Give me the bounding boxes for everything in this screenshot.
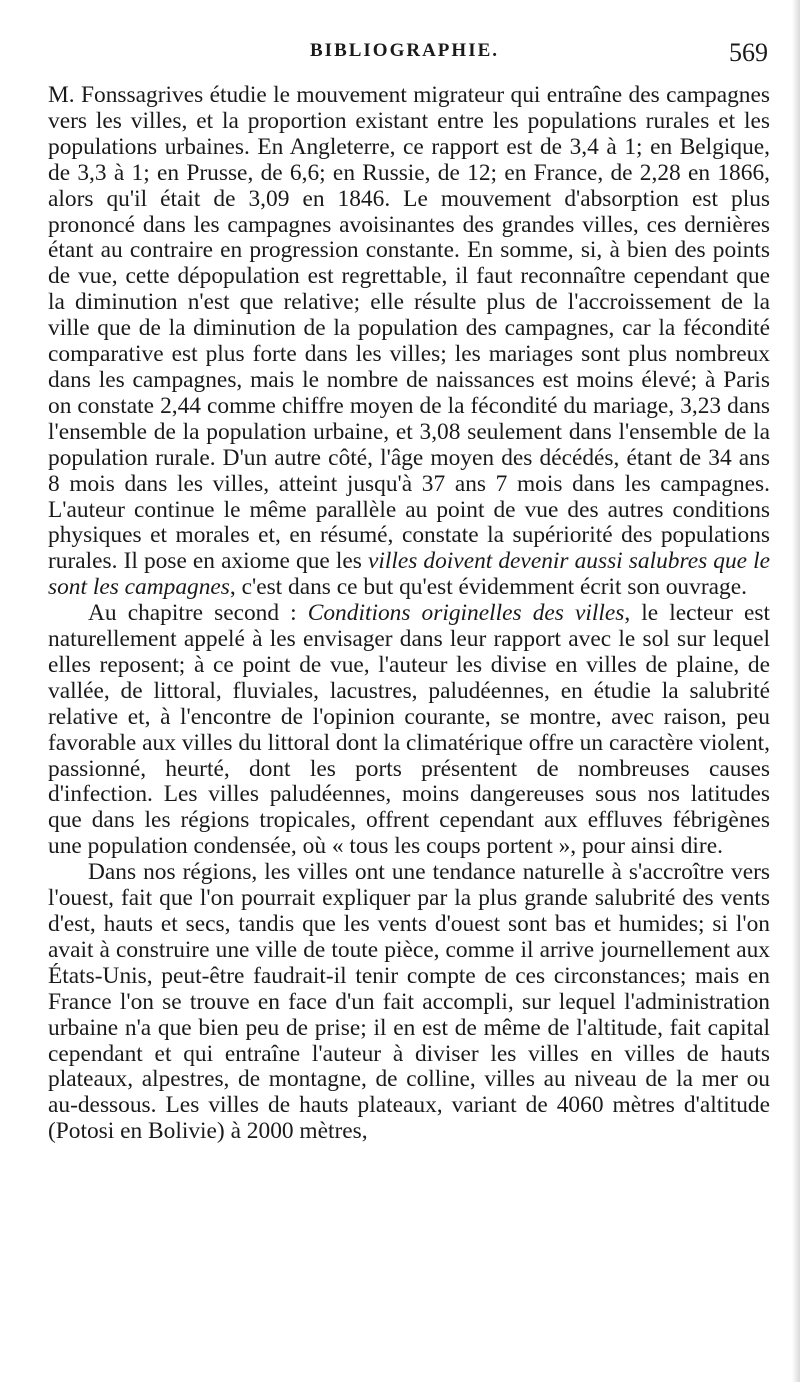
body-text (48, 83, 770, 1145)
running-head: BIBLIOGRAPHIE. (310, 40, 500, 61)
page-header (48, 38, 770, 78)
paragraph-2-tail: , le lecteur est naturellement appelé à les envisager dans leur rapport avec le sol sur lequel elles reposent; à ce point de vue, l'auteur les divise en villes de plaine, de vallée, de littoral, fluviales, lacustres, paludéennes, en étudie la salubrité relative et, à l'encontre de l'opinion courante, se montre, avec raison, peu favorable aux villes du littoral dont la climatérique offre un caractère violent, passionné, heurté, dont les ports présentent de nombreuses causes d'infection. Les villes paludéennes, moins dangereuses sous nos latitudes que dans les régions tropicales, offrent cependant aux effluves fébrigènes une population condensée, où « tous les coups portent », pour ainsi dire. (48, 600, 770, 860)
paragraph-1-tail: , c'est dans ce but qu'est évidemment écrit son ouvrage. (229, 574, 747, 601)
paragraph-2-italic: Conditions originelles des villes (307, 600, 625, 627)
paragraph-1-italic: villes doivent devenir aussi salubres que le sont les campagnes (48, 548, 771, 601)
paragraph-2-text: Au chapitre second : (88, 600, 308, 627)
paragraph-1 (48, 83, 770, 601)
paragraph-3: Dans nos régions, les villes ont une tendance naturelle à s'accroître vers l'ouest, fait que l'on pourrait expliquer par la plus grande salubrité des vents d'est, hauts et secs, tandis que les vents d'ouest sont bas et humides; si l'on avait à construire une ville de toute pièce, comme il arrive journellement aux États-Unis, peut-être faudrait-il tenir compte de ces circonstances; mais en France l'on se trouve en face d'un fait accompli, sur lequel l'administration urbaine n'a que bien peu de prise; il en est de même de l'altitude, fait capital cependant et qui entraîne l'auteur à diviser les villes en villes de hauts plateaux, alpestres, de montagne, de colline, villes au niveau de la mer ou au-dessous. Les villes de hauts plateaux, variant de 4060 mètres d'altitude (Potosi en Bolivie) à 2000 mètres, (48, 859, 770, 1145)
paragraph-1-text: M. Fonssagrives étudie le mouvement migrateur qui entraîne des campagnes vers les villes, et la proportion existant entre les populations rurales et les populations urbaines. En Angleterre, ce rapport est de 3,4 à 1; en Belgique, de 3,3 à 1; en Prusse, de 6,6; en Russie, de 12; en France, de 2,28 en 1866, alors qu'il était de 3,09 en 1846. Le mouvement d'absorption est plus prononcé dans les campagnes avoisinantes des grandes villes, ces dernières étant au contraire en progression constante. En somme, si, à bien des points de vue, cette dépopulation est regrettable, il faut reconnaître cependant que la diminution n'est que relative; elle résulte plus de l'accroissement de la ville que de la diminution de la population des campagnes, car la fécondité comparative est plus forte dans les villes; les mariages sont plus nombreux dans les campagnes, mais le nombre de naissances est moins élevé; à Paris on constate 2,44 comme chiffre moyen de la fécondité du mariage, 3,23 dans l'ensemble de la population urbaine, et 3,08 seulement dans l'ensemble de la population rurale. D'un autre côté, l'âge moyen des décédés, étant de 34 ans 8 mois dans les villes, atteint jusqu'à 37 ans 7 mois dans les campagnes. L'auteur continue le même parallèle au point de vue des autres conditions physiques et morales et, en résumé, constate la supériorité des populations rurales. Il pose en axiome que les (48, 82, 770, 575)
paragraph-2 (48, 601, 770, 860)
page-edge-shadow (792, 0, 800, 1382)
page-number: 569 (729, 38, 768, 67)
